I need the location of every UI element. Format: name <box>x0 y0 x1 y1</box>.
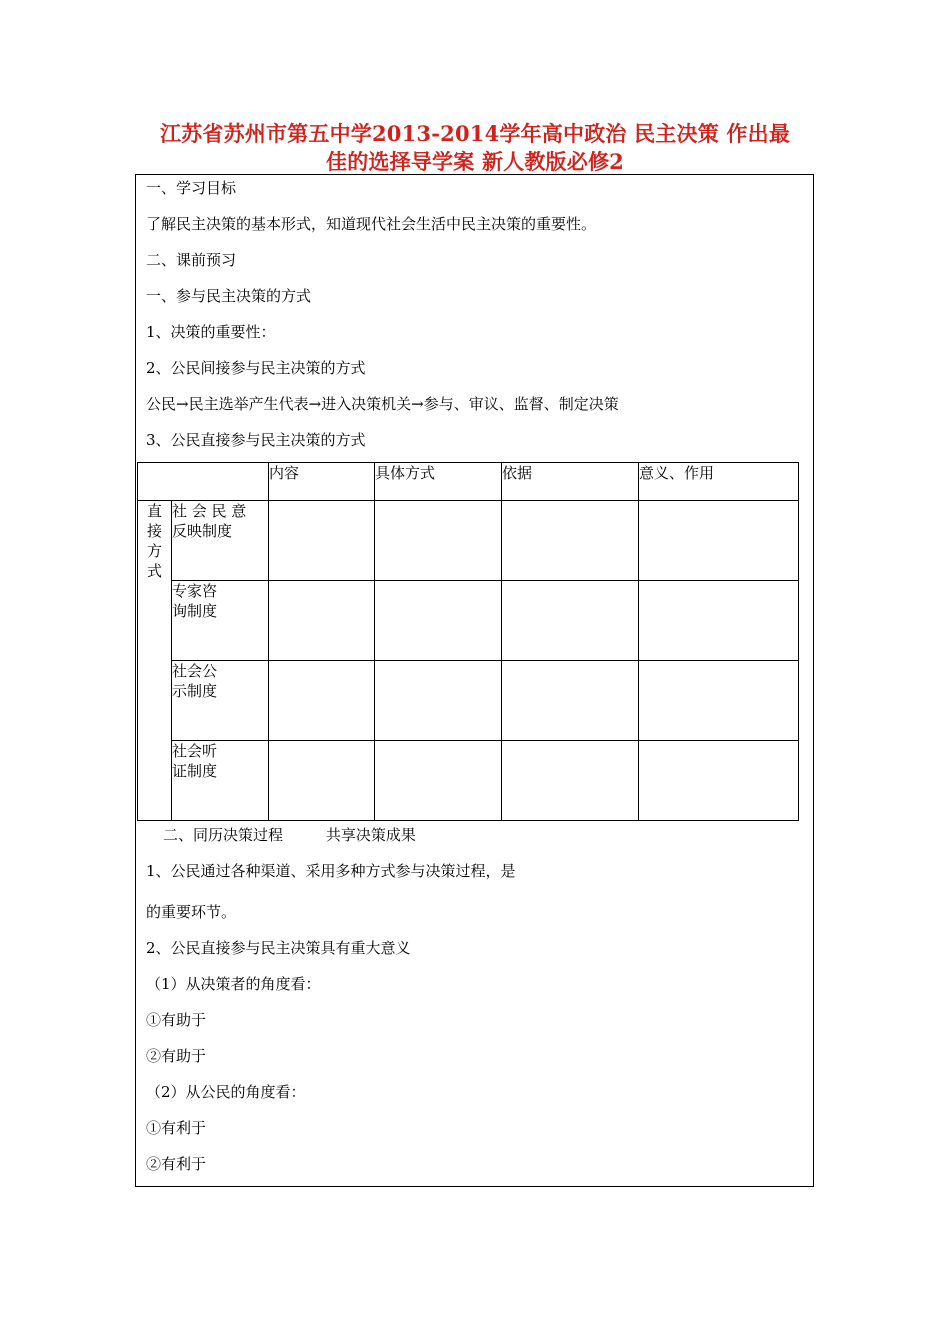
question-1: 1、决策的重要性： <box>146 323 276 341</box>
blank-cell[interactable] <box>639 661 799 741</box>
header-content: 内容 <box>269 463 375 501</box>
title-line-2: 佳的选择导学案 新人教版必修2 <box>326 149 624 174</box>
part2-question-1a: 1、公民通过各种渠道、采用多种方式参与决策过程，是 <box>146 862 516 880</box>
document-title <box>140 120 810 176</box>
row-label-public-notice: 社会公 示制度 <box>172 661 269 741</box>
blank-cell[interactable] <box>639 581 799 661</box>
row-label-public-hearing: 社会听 证制度 <box>172 741 269 821</box>
row-label-expert-consultation: 专家咨 询制度 <box>172 581 269 661</box>
table-row <box>138 661 799 741</box>
preview-heading: 二、课前预习 <box>146 251 237 269</box>
header-method: 具体方式 <box>375 463 502 501</box>
part2-question-2: 2、公民直接参与民主决策具有重大意义 <box>146 939 411 957</box>
part2-sub-1: （1）从决策者的角度看： <box>146 975 321 993</box>
blank-cell[interactable] <box>639 501 799 581</box>
question-3: 3、公民直接参与民主决策的方式 <box>146 431 366 449</box>
blank-cell[interactable] <box>502 501 639 581</box>
blank-cell[interactable] <box>269 741 375 821</box>
part2-question-1b: 的重要环节。 <box>146 903 237 921</box>
row-label-public-opinion: 社 会 民 意 反映制度 <box>172 501 269 581</box>
goal-heading: 一、学习目标 <box>146 179 237 197</box>
blank-cell[interactable] <box>375 581 502 661</box>
blank-cell[interactable] <box>375 661 502 741</box>
table-row <box>138 581 799 661</box>
part2-sub-1-a: ①有助于 <box>146 1011 207 1029</box>
blank-cell[interactable] <box>639 741 799 821</box>
table-corner-cell <box>138 463 269 501</box>
goal-text: 了解民主决策的基本形式，知道现代社会生活中民主决策的重要性。 <box>146 215 597 233</box>
part2-sub-1-b: ②有助于 <box>146 1047 207 1065</box>
blank-cell[interactable] <box>502 581 639 661</box>
part2-sub-2-b: ②有利于 <box>146 1155 207 1173</box>
part1-heading: 一、参与民主决策的方式 <box>146 287 312 305</box>
question-2-flow: 公民→民主选举产生代表→进入决策机关→参与、审议、监督、制定决策 <box>146 395 619 413</box>
direct-participation-table <box>137 462 799 821</box>
blank-cell[interactable] <box>269 501 375 581</box>
blank-cell[interactable] <box>375 501 502 581</box>
header-significance: 意义、作用 <box>639 463 799 501</box>
part2-heading: 二、同历决策过程 共享决策成果 <box>163 826 416 844</box>
table-header-row <box>138 463 799 501</box>
blank-cell[interactable] <box>269 581 375 661</box>
table-row <box>138 741 799 821</box>
blank-cell[interactable] <box>375 741 502 821</box>
blank-cell[interactable] <box>502 661 639 741</box>
part2-sub-2-a: ①有利于 <box>146 1119 207 1137</box>
header-basis: 依据 <box>502 463 639 501</box>
part2-sub-2: （2）从公民的角度看： <box>146 1083 306 1101</box>
table-row <box>138 501 799 581</box>
blank-cell[interactable] <box>269 661 375 741</box>
title-line-1: 江苏省苏州市第五中学2013-2014学年高中政治 民主决策 作出最 <box>159 121 791 146</box>
category-cell: 直 接 方 式 <box>138 501 172 821</box>
question-2: 2、公民间接参与民主决策的方式 <box>146 359 366 377</box>
blank-cell[interactable] <box>502 741 639 821</box>
